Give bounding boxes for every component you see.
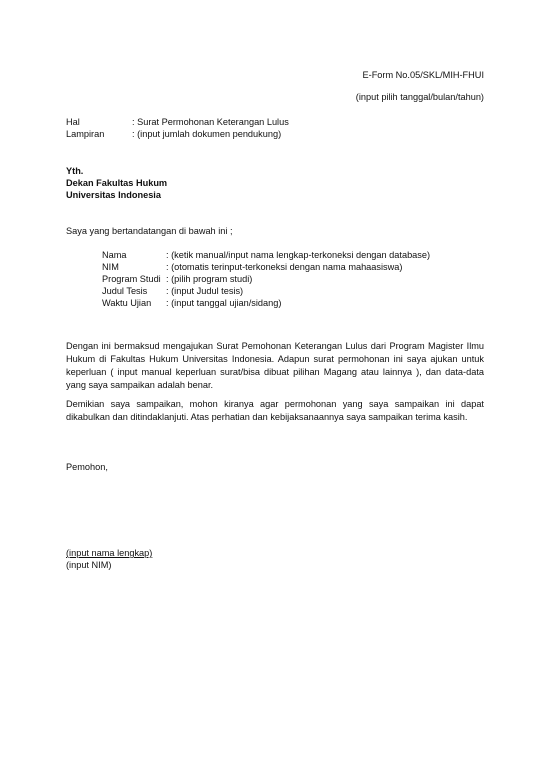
field-label-waktu-ujian: Waktu Ujian [102,298,152,308]
lampiran-value: : (input jumlah dokumen pendukung) [132,129,282,139]
addressee-dean: Dekan Fakultas Hukum [66,178,168,188]
form-code: E-Form No.05/SKL/MIH-FHUI [362,70,484,80]
field-value-nim: : (otomatis terinput-terkoneksi dengan nama mahaasiswa) [166,262,403,272]
field-label-judul-tesis: Judul Tesis [102,286,148,296]
signature-name: (input nama lengkap) [66,548,153,558]
intro-line: Saya yang bertandatangan di bawah ini ; [66,226,233,236]
field-value-nama: : (ketik manual/input nama lengkap-terkoneksi dengan database) [166,250,431,260]
hal-label: Hal [66,117,80,127]
field-label-program-studi: Program Studi [102,274,161,284]
signature-nim: (input NIM) [66,560,112,570]
date-line: (input pilih tanggal/bulan/tahun) [355,92,484,102]
field-value-program-studi: : (pilih program studi) [166,274,253,284]
addressee-yth: Yth. [66,166,84,176]
hal-value: : Surat Permohonan Keterangan Lulus [132,117,289,127]
field-value-judul-tesis: : (input Judul tesis) [166,286,244,296]
field-value-waktu-ujian: : (input tanggal ujian/sidang) [166,298,282,308]
body-paragraph-1: Dengan ini bermaksud mengajukan Surat Pemohonan Keterangan Lulus dari Program Magister Ilmu Hukum di Fakultas Hukum Universitas Indonesia. Adapun surat permohonan ini saya ajukan untuk keperluan ( input manual keperluan surat/bisa dibuat pilihan Magang atau lainnya ), dan data-data yang saya sampaikan adalah benar. [66,341,484,390]
field-label-nama: Nama [102,250,127,260]
field-label-nim: NIM [102,262,119,272]
lampiran-label: Lampiran [66,129,105,139]
closing-pemohon: Pemohon, [66,462,108,472]
addressee-university: Universitas Indonesia [66,190,161,200]
body-paragraph-2: Demikian saya sampaikan, mohon kiranya agar permohonan yang saya sampaikan ini dapat dikabulkan dan ditindaklanjuti. Atas perhatian dan kebijaksanaannya saya sampaikan terima kasih. [66,399,484,422]
